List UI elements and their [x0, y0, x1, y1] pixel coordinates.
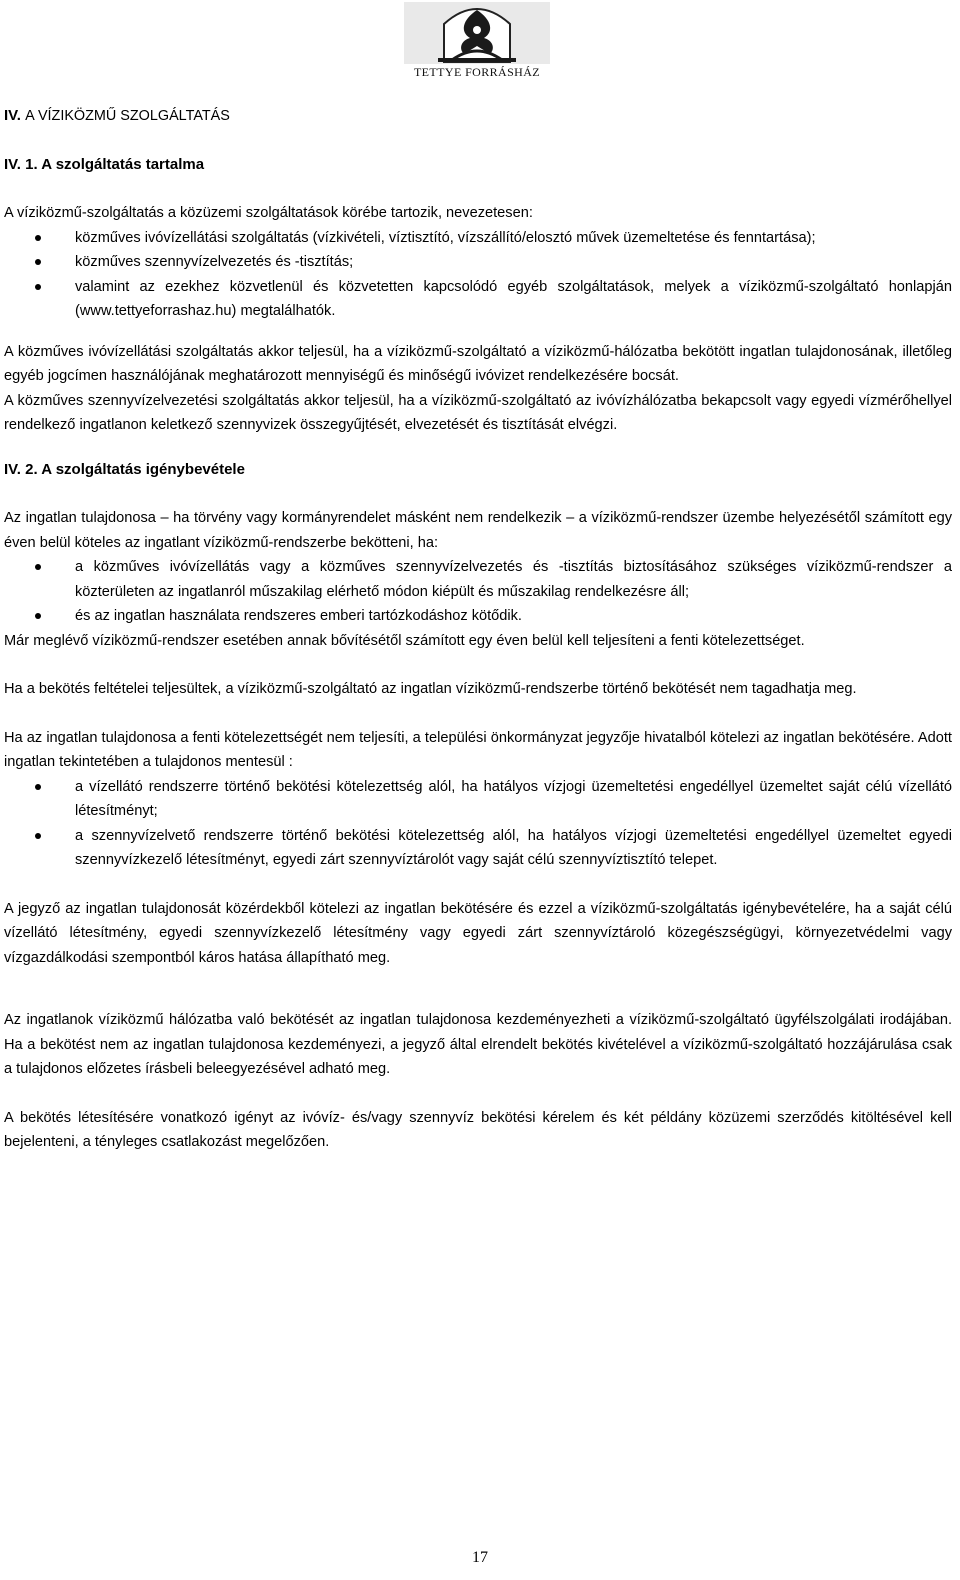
- exemption-list: [4, 775, 952, 873]
- list-item: a közműves ivóvízellátás vagy a közműves szennyvízelvezetés és -tisztítás biztosításához szükséges víziközmű-rendszer a közterületen az ingatlanról műszakilag elérhető módon kiépült és műszakilag rendelkezésre áll;: [4, 555, 952, 604]
- list-item: a vízellátó rendszerre történő bekötési kötelezettség alól, ha hatályos vízjogi üzemeltetési engedéllyel üzemeltet saját célú vízellátó létesítményt;: [4, 775, 952, 824]
- company-logo: [404, 2, 550, 78]
- connection-conditions-list: [4, 555, 952, 629]
- main-heading: [4, 104, 952, 129]
- section-1-heading: IV. 1. A szolgáltatás tartalma: [4, 155, 205, 173]
- paragraph: A közműves ivóvízellátási szolgáltatás akkor teljesül, ha a víziközmű-szolgáltató a víziközmű-hálózatba bekötött ingatlan tulajdonosának, illetőleg egyéb jogcímen használójának meghatározott mennyiségű és minőségű ivóvizet rendelkezésére bocsát.: [4, 343, 952, 384]
- paragraph: A jegyző az ingatlan tulajdonosát közérdekből kötelezi az ingatlan bekötésére és ezzel a víziközmű-szolgáltatás igénybevételére, ha a saját célú vízellátó létesítmény, egyedi szennyvízkezelő létesítmény vagy egyedi zárt szennyvíztároló közegészségügyi, környezetvédelmi vagy vízgazdálkodási szempontból káros hatása állapítható meg.: [4, 900, 952, 966]
- list-item: és az ingatlan használata rendszeres emberi tartózkodáshoz kötődik.: [4, 604, 952, 629]
- logo-emblem: [404, 2, 550, 64]
- paragraph: Az ingatlanok víziközmű hálózatba való bekötését az ingatlan tulajdonosa kezdeményezheti a víziközmű-szolgáltató ügyfélszolgálati irodájában. Ha a bekötést nem az ingatlan tulajdonosa kezdeményezi, a jegyző által elrendelt bekötés kivételével a víziközmű-szolgáltató hozzájárulása csak a tulajdonos előzetes írásbeli beleegyezésével adható meg.: [4, 1012, 952, 1077]
- list-item: a szennyvízelvető rendszerre történő bekötési kötelezettség alól, ha hatályos vízjogi üzemeltetési engedéllyel üzemeltet egyedi szennyvízkezelő létesítményt, egyedi zárt szennyvíztárolót vagy saját célú szennyvíztisztító telepet.: [4, 824, 952, 873]
- main-heading-title: A VÍZIKÖZMŰ SZOLGÁLTATÁS: [25, 108, 230, 124]
- list-item: valamint az ezekhez közvetlenül és közvetetten kapcsolódó egyéb szolgáltatások, melyek a víziközmű-szolgáltató honlapján (www.tettyeforrashaz.hu) megtalálhatók.: [4, 275, 952, 324]
- document-body: [4, 104, 952, 1155]
- paragraph: Ha a bekötés feltételei teljesültek, a víziközmű-szolgáltató az ingatlan víziközmű-rendszerbe történő bekötését nem tagadhatja meg.: [4, 681, 857, 697]
- list-item: közműves szennyvízelvezetés és -tisztítás;: [4, 250, 952, 275]
- paragraph: Az ingatlan tulajdonosa – ha törvény vagy kormányrendelet másként nem rendelkezik – a víziközmű-rendszer üzembe helyezésétől számított egy éven belül köteles az ingatlant víziközmű-rendszerbe bekötteni, ha:: [4, 510, 952, 551]
- logo-brand-text: TETTYE FORRÁSHÁZ: [413, 65, 541, 79]
- section-2-heading: IV. 2. A szolgáltatás igénybevétele: [4, 460, 245, 478]
- service-list: [4, 226, 952, 324]
- list-item: közműves ivóvízellátási szolgáltatás (vízkivételi, víztisztító, vízszállító/elosztó művek üzemeltetése és fenntartása);: [4, 226, 952, 251]
- page-number: 17: [472, 1549, 488, 1566]
- main-heading-prefix: IV.: [4, 107, 21, 124]
- paragraph: Már meglévő víziközmű-rendszer esetében annak bővítésétől számított egy éven belül kell teljesíteni a fenti kötelezettséget.: [4, 632, 805, 649]
- paragraph: A közműves szennyvízelvezetési szolgáltatás akkor teljesül, ha a víziközmű-szolgáltató az ivóvízhálózatba bekapcsolt vagy egyedi vízmérőhellyel rendelkező ingatlanon keletkező szennyvizek összegyűjtését, elvezetését és tisztítását elvégzi.: [4, 392, 952, 433]
- paragraph: A bekötés létesítésére vonatkozó igényt az ivóvíz- és/vagy szennyvíz bekötési kérelem és két példány közüzemi szerződés kitöltésével kell bejelenteni, a tényleges csatlakozást megelőzően.: [4, 1109, 952, 1150]
- section-1-intro: A víziközmű-szolgáltatás a közüzemi szolgáltatások körébe tartozik, nevezetesen:: [4, 205, 533, 221]
- paragraph: Ha az ingatlan tulajdonosa a fenti kötelezettségét nem teljesíti, a települési önkormányzat jegyzője hivatalból kötelezi az ingatlan bekötésére. Adott ingatlan tekintetében a tulajdonos mentesül :: [4, 729, 952, 770]
